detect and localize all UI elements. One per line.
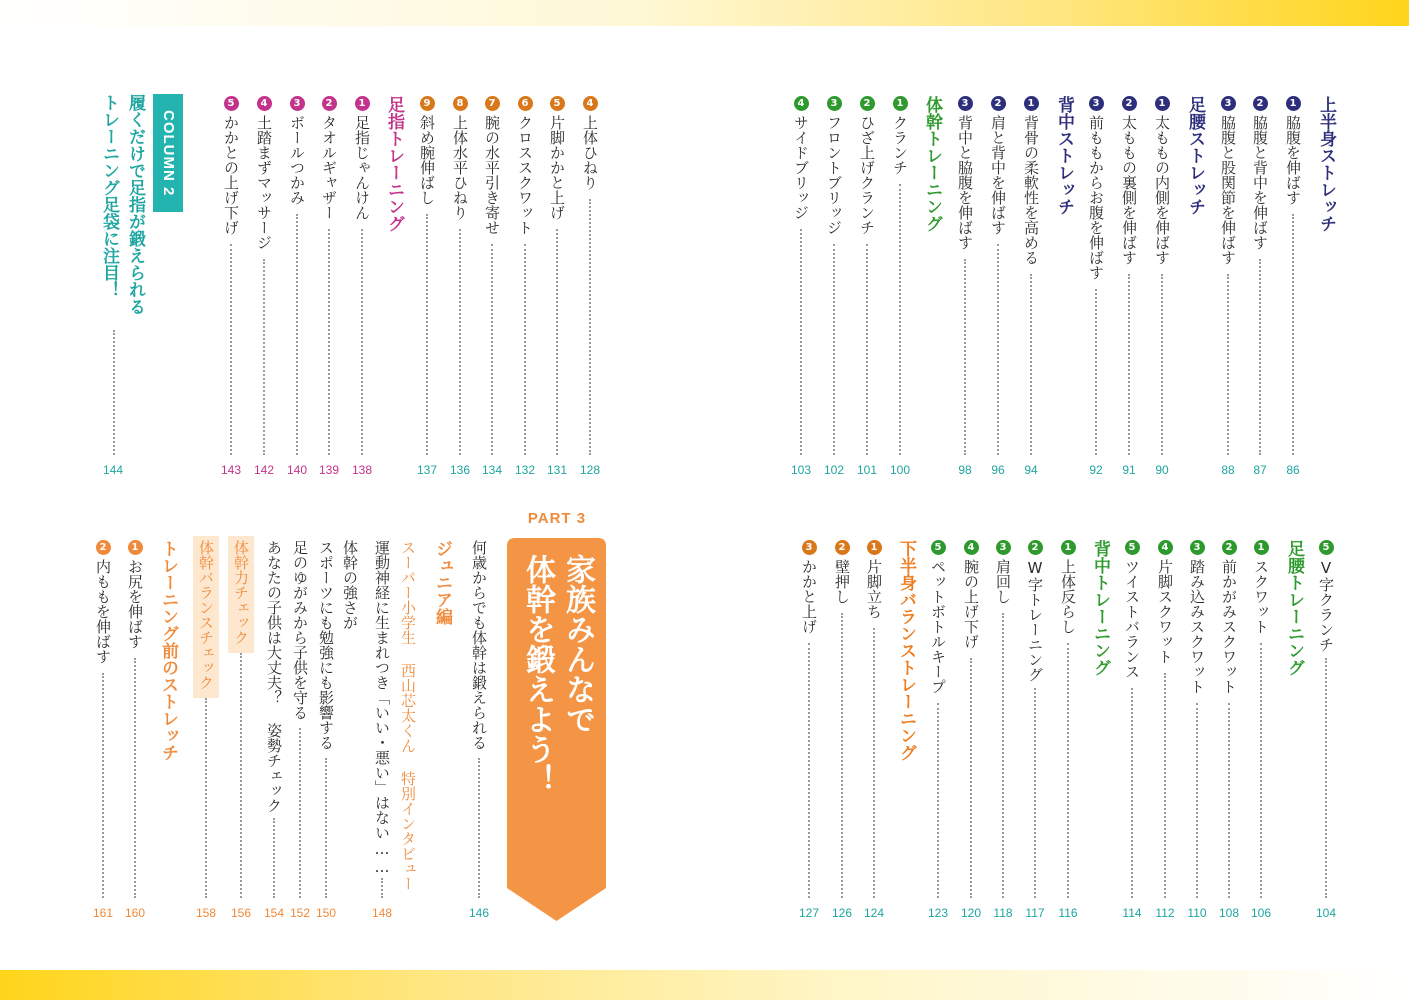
toc-entry[interactable] [861,540,887,619]
number-badge-icon: 1 [1061,540,1076,555]
toc-entry-title: 内ももを伸ばす [94,559,112,664]
toc-entry-title: 斜め腕伸ばし [418,115,436,205]
toc-entry-title: 壁押し [833,559,851,604]
number-badge-icon: 2 [1222,540,1237,555]
toc-entry[interactable] [1022,540,1048,682]
toc-entry[interactable] [193,540,219,690]
page-number: 123 [927,906,949,920]
number-badge-icon: 2 [1253,96,1268,111]
number-badge-icon: 4 [257,96,272,111]
page-number: 161 [92,906,114,920]
toc-entry-title: 太ももの内側を伸ばす [1153,115,1171,265]
page-number: 143 [220,463,242,477]
number-badge-icon: 5 [224,96,239,111]
part3-title-line-2: 体幹を鍛えよう！ [520,554,555,794]
section-heading: 背中ストレッチ [1054,96,1074,215]
toc-entry[interactable] [577,96,603,190]
page-number: 138 [351,463,373,477]
page-number: 146 [468,906,490,920]
number-badge-icon: 1 [893,96,908,111]
toc-entry[interactable] [414,96,440,205]
dot-leader [808,643,810,898]
toc-entry[interactable] [952,96,978,250]
dot-leader [1292,214,1294,455]
page-number: 94 [1024,463,1038,477]
dot-leader [478,758,480,898]
toc-entry-title: 前かがみスクワット [1220,559,1238,694]
number-badge-icon: 1 [1286,96,1301,111]
toc-entry-title: W字トレーニング [1026,559,1044,682]
column2-line-1: 履くだけで足指が鍛えられる [125,94,145,315]
dot-leader [964,259,966,455]
dot-leader [800,229,802,455]
number-badge-icon: 5 [1319,540,1334,555]
toc-entry-title: あなたの子供は大丈夫？ 姿勢チェック [265,540,283,813]
toc-entry[interactable] [1119,540,1145,679]
dot-leader [1228,703,1230,898]
dot-leader [1030,274,1032,455]
page-number: 124 [863,906,885,920]
number-badge-icon: 4 [583,96,598,111]
toc-entry[interactable] [544,96,570,220]
page-number: 150 [315,906,337,920]
page-number: 102 [823,463,845,477]
number-badge-icon: 5 [931,540,946,555]
column2-label: COLUMN 2 [153,94,183,212]
toc-entry[interactable] [925,540,951,694]
dot-leader [325,758,327,898]
toc-entry[interactable] [479,96,505,235]
toc-entry[interactable] [284,96,310,205]
number-badge-icon: 4 [964,540,979,555]
toc-entry[interactable] [1083,96,1109,280]
toc-entry[interactable] [1248,540,1274,634]
number-badge-icon: 3 [996,540,1011,555]
toc-entry-title: 脇腹を伸ばす [1284,115,1302,205]
number-badge-icon: 4 [794,96,809,111]
section-heading: 足腰トレーニング [1284,540,1304,676]
page-number: 128 [579,463,601,477]
page-number: 152 [289,906,311,920]
dot-leader [459,229,461,455]
page-number: 118 [993,906,1013,920]
number-badge-icon: 4 [1158,540,1173,555]
toc-entry-title: 上体ひねり [581,115,599,190]
number-badge-icon: 1 [128,540,143,555]
dot-leader [1260,643,1262,898]
dot-leader [1034,688,1036,898]
dot-leader [381,878,383,898]
part3-banner [507,538,606,921]
toc-entry-title: 踏み込みスクワット [1188,559,1206,694]
page-number: 108 [1218,906,1240,920]
toc-entry-title: ボールつかみ [288,115,306,205]
number-badge-icon: 3 [802,540,817,555]
toc-entry-title: 運動神経に生まれつき「いい・悪い」はない…… [373,540,391,876]
page-number: 139 [318,463,340,477]
toc-entry-title: お尻を伸ばす [126,559,144,649]
toc-entry[interactable] [287,540,313,720]
page-number: 96 [991,463,1005,477]
toc-entry[interactable] [90,540,116,664]
dot-leader [1227,274,1229,455]
toc-entry[interactable] [1152,540,1178,664]
dot-leader [1325,658,1327,898]
toc-entry-title: V字クランチ [1317,559,1335,652]
number-badge-icon: 3 [1190,540,1205,555]
toc-entry[interactable] [985,96,1011,235]
number-badge-icon: 1 [355,96,370,111]
page-number: 90 [1155,463,1169,477]
toc-entry-title: クランチ [891,115,909,175]
page-number: 116 [1058,906,1078,920]
column2-line-2: トレーニング足袋に注目！ [99,94,119,298]
toc-entry-title: ペットボトルキープ [929,559,947,694]
dot-leader [240,653,242,898]
toc-entry[interactable] [796,540,822,634]
page-number: 140 [286,463,308,477]
page-number: 87 [1253,463,1267,477]
toc-entry-title: 土踏まずマッサージ [255,115,273,250]
toc-entry-title: 前ももからお腹を伸ばす [1087,115,1105,280]
toc-entry-title: かかとの上げ下げ [222,115,240,235]
toc-entry-title: 肩と背中を伸ばす [989,115,1007,235]
page-number: 154 [263,906,285,920]
toc-entry-title: 足のゆがみから子供を守る [291,540,309,720]
toc-entry[interactable] [466,540,492,750]
toc-entry[interactable] [958,540,984,649]
page-number: 148 [371,906,393,920]
toc-entry-title: 肩回し [994,559,1012,604]
number-badge-icon: 2 [835,540,850,555]
toc-entry[interactable] [854,96,880,235]
top-color-band [0,0,1409,26]
toc-entry-title: 背中と脇腹を伸ばす [956,115,974,250]
dot-leader [1131,688,1133,898]
number-badge-icon: 3 [1221,96,1236,111]
page-number: 100 [889,463,911,477]
number-badge-icon: 1 [1254,540,1269,555]
section-heading: トレーニング前のストレッチ [158,540,178,761]
section-heading: 下半身バランストレーニング [896,540,916,761]
toc-entry[interactable] [1215,96,1241,265]
page-number: 136 [449,463,471,477]
dot-leader [841,613,843,898]
number-badge-icon: 2 [322,96,337,111]
number-badge-icon: 2 [1028,540,1043,555]
toc-entry[interactable] [395,540,421,891]
toc-entry-title: 体幹力チェック [232,540,250,645]
toc-entry-title: 体幹の強さが [341,540,359,630]
page-number: 104 [1315,906,1337,920]
dot-leader [1002,613,1004,898]
toc-entry-title: 腕の上げ下げ [962,559,980,649]
dot-leader [1095,289,1097,455]
toc-entry-title: かかと上げ [800,559,818,634]
number-badge-icon: 7 [485,96,500,111]
page-number: 126 [831,906,853,920]
dot-leader [263,259,265,455]
toc-entry-title: サイドブリッジ [792,115,810,220]
page-number: 127 [798,906,820,920]
number-badge-icon: 1 [867,540,882,555]
dot-leader [230,244,232,455]
section-heading: 上半身ストレッチ [1316,96,1336,232]
number-badge-icon: 8 [453,96,468,111]
toc-entry[interactable] [1116,96,1142,265]
page-number: 117 [1025,906,1045,920]
part3-title-line-1: 家族みんなで [560,554,595,734]
number-badge-icon: 3 [1089,96,1104,111]
page-number: 88 [1221,463,1235,477]
number-badge-icon: 3 [958,96,973,111]
dot-leader [102,673,104,898]
page-number: 98 [958,463,972,477]
toc-entry[interactable] [251,96,277,250]
number-badge-icon: 2 [1122,96,1137,111]
dot-leader [273,818,275,898]
toc-entry[interactable] [337,540,363,630]
dot-leader [524,244,526,455]
toc-entry[interactable] [990,540,1016,604]
toc-entry[interactable] [829,540,855,604]
page-number: 112 [1155,906,1175,920]
column2-leader [113,330,115,455]
toc-entry[interactable] [1184,540,1210,694]
number-badge-icon: 5 [1125,540,1140,555]
dot-leader [296,214,298,455]
page-number: 103 [790,463,812,477]
dot-leader [1164,673,1166,898]
section-heading: 体幹トレーニング [922,96,942,232]
page-number: 110 [1187,906,1207,920]
page-number: 114 [1122,906,1142,920]
toc-entry-title: タオルギャザー [320,115,338,220]
number-badge-icon: 5 [550,96,565,111]
section-heading: ジュニア編 [432,540,452,625]
toc-entry-title: 片脚かかと上げ [548,115,566,220]
number-badge-icon: 9 [420,96,435,111]
toc-entry-title: フロントブリッジ [825,115,843,235]
toc-entry-title: 太ももの裏側を伸ばす [1120,115,1138,265]
part3-label: PART 3 [527,510,587,527]
dot-leader [997,244,999,455]
toc-entry[interactable] [218,96,244,235]
dot-leader [970,658,972,898]
dot-leader [873,628,875,898]
bottom-color-band [0,970,1409,1000]
dot-leader [866,244,868,455]
number-badge-icon: 2 [96,540,111,555]
toc-entry-title: 腕の水平引き寄せ [483,115,501,235]
toc-entry[interactable] [369,540,395,876]
dot-leader [299,728,301,898]
toc-entry[interactable] [1313,540,1339,652]
toc-entry-title: スーパー小学生 西山芯太くん 特別インタビュー [399,540,417,891]
toc-entry[interactable] [512,96,538,235]
toc-entry-title: 脇腹と背中を伸ばす [1251,115,1269,250]
page-number: 156 [230,906,252,920]
dot-leader [361,229,363,455]
dot-leader [134,658,136,898]
page-number: 92 [1089,463,1103,477]
page-number: 160 [124,906,146,920]
page-number: 120 [960,906,982,920]
page-number: 132 [514,463,536,477]
toc-entry-title: スクワット [1252,559,1270,634]
dot-leader [205,698,207,898]
page-number: 137 [416,463,438,477]
toc-entry-title: スポーツにも勉強にも影響する [317,540,335,750]
toc-entry-title: 脇腹と股関節を伸ばす [1219,115,1237,265]
number-badge-icon: 2 [860,96,875,111]
section-heading: 足指トレーニング [384,96,404,232]
number-badge-icon: 1 [1024,96,1039,111]
number-badge-icon: 1 [1155,96,1170,111]
toc-entry-title: 背骨の柔軟性を高める [1022,115,1040,265]
toc-entry[interactable] [1055,540,1081,634]
page-number: 131 [546,463,568,477]
toc-entry[interactable] [316,96,342,220]
dot-leader [937,703,939,898]
toc-entry[interactable] [349,96,375,220]
dot-leader [589,199,591,455]
page-number: 158 [195,906,217,920]
toc-entry[interactable] [821,96,847,235]
toc-entry[interactable] [447,96,473,220]
toc-entry-title: 片脚スクワット [1156,559,1174,664]
toc-entry[interactable] [261,540,287,813]
toc-entry-title: ひざ上げクランチ [858,115,876,235]
dot-leader [1259,259,1261,455]
section-heading: 背中トレーニング [1090,540,1110,676]
toc-entry[interactable] [1018,96,1044,265]
toc-entry-title: クロススクワット [516,115,534,235]
page-number: 134 [481,463,503,477]
toc-entry-title: 上体水平ひねり [451,115,469,220]
dot-leader [1067,643,1069,898]
toc-entry[interactable] [313,540,339,750]
page-number: 142 [253,463,275,477]
section-heading: 足腰ストレッチ [1185,96,1205,215]
dot-leader [899,184,901,455]
toc-entry[interactable] [788,96,814,220]
dot-leader [491,244,493,455]
dot-leader [833,244,835,455]
dot-leader [556,229,558,455]
dot-leader [1128,274,1130,455]
dot-leader [1196,703,1198,898]
dot-leader [426,214,428,455]
toc-entry[interactable] [1280,96,1306,205]
toc-entry-title: 足指じゃんけん [353,115,371,220]
toc-entry[interactable] [122,540,148,649]
dot-leader [1161,274,1163,455]
number-badge-icon: 2 [991,96,1006,111]
toc-entry-title: 何歳からでも体幹は鍛えられる [470,540,488,750]
toc-entry[interactable] [887,96,913,175]
toc-entry-title: 体幹バランスチェック [197,540,215,690]
page-number: 106 [1250,906,1272,920]
column2-page: 144 [102,463,124,477]
toc-entry[interactable] [1149,96,1175,265]
page-number: 91 [1122,463,1136,477]
toc-entry[interactable] [1216,540,1242,694]
toc-entry-title: 上体反らし [1059,559,1077,634]
toc-entry[interactable] [1247,96,1273,250]
number-badge-icon: 3 [827,96,842,111]
dot-leader [328,229,330,455]
page-number: 101 [856,463,878,477]
toc-entry[interactable] [228,540,254,645]
toc-entry-title: ツイストバランス [1123,559,1141,679]
number-badge-icon: 6 [518,96,533,111]
page-number: 86 [1286,463,1300,477]
number-badge-icon: 3 [290,96,305,111]
toc-entry-title: 片脚立ち [865,559,883,619]
